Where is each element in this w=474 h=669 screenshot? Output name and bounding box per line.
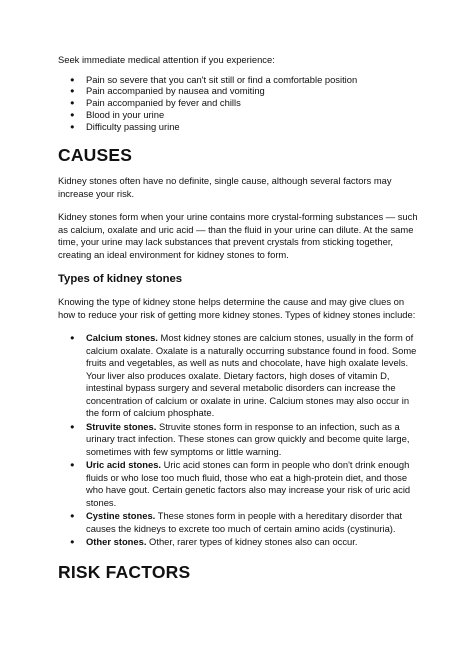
types-intro: Knowing the type of kidney stone helps determine the cause and may give clues on how to reduce your risk of getting more kidney stones. Types of kidney stones include: bbox=[58, 296, 416, 320]
stone-type-description: Uric acid stones can form in people who don't drink enough fluids or who lose too much fluid, those who eat a high-protein diet, and those who have gout. Certain genetic factors also may increase your risk of uric acid stones. bbox=[86, 459, 411, 508]
stone-types-list bbox=[58, 332, 418, 549]
symptom-item: ● Difficulty passing urine bbox=[58, 121, 418, 133]
symptoms-list bbox=[58, 74, 418, 133]
symptoms-intro: Seek immediate medical attention if you experience: bbox=[58, 54, 275, 65]
risk-factors-heading: RISK FACTORS bbox=[58, 561, 191, 582]
causes-paragraph: Kidney stones often have no definite, single cause, although several factors may increase your risk. bbox=[58, 175, 392, 199]
causes-paragraph: Kidney stones form when your urine contains more crystal-forming substances — such as calcium, oxalate and uric acid — than the fluid in your urine can dilute. At the same time, your urine may lack substances that prevent crystals from sticking together, creating an ideal environment for kidney stones to form. bbox=[58, 211, 418, 260]
stone-type-term: Other stones. bbox=[86, 536, 147, 548]
symptom-item: ● Pain accompanied by fever and chills bbox=[58, 97, 418, 109]
symptom-item: ● Blood in your urine bbox=[58, 109, 418, 121]
stone-type-term: Struvite stones. bbox=[86, 420, 157, 432]
stone-type-item bbox=[58, 332, 418, 420]
document-body bbox=[58, 54, 418, 582]
stone-type-item bbox=[58, 459, 418, 509]
stone-type-item bbox=[58, 421, 418, 459]
stone-type-item bbox=[58, 536, 418, 549]
stone-type-term: Uric acid stones. bbox=[86, 459, 162, 471]
stone-type-description: Most kidney stones are calcium stones, usually in the form of calcium oxalate. Oxalate is a naturally occurring substance found in food. Some fruits and vegetables, as well as nuts and chocolate, have high oxalate levels. Your liver also produces oxalate. Dietary factors, high doses of vitamin D, intestinal bypass surgery and several metabolic disorders can increase the concentration of calcium or oxalate in urine. Calcium stones may also occur in the form of calcium phosphate. bbox=[86, 332, 417, 419]
stone-type-item bbox=[58, 510, 418, 535]
stone-type-description: Struvite stones form in response to an infection, such as a urinary tract infection. These stones can grow quickly and become quite large, sometimes with few symptoms or little warning. bbox=[86, 420, 410, 457]
types-heading: Types of kidney stones bbox=[58, 273, 183, 286]
causes-heading: CAUSES bbox=[58, 145, 133, 166]
stone-type-term: Cystine stones. bbox=[86, 510, 156, 522]
stone-type-description: These stones form in people with a hereditary disorder that causes the kidneys to excrete too much of certain amino acids (cystinuria). bbox=[86, 510, 403, 534]
symptom-item: ● Pain so severe that you can't sit still or find a comfortable position bbox=[58, 74, 418, 86]
stone-type-description: Other, rarer types of kidney stones also can occur. bbox=[146, 536, 358, 548]
symptom-item: ● Pain accompanied by nausea and vomiting bbox=[58, 85, 418, 97]
stone-type-term: Calcium stones. bbox=[86, 332, 158, 344]
